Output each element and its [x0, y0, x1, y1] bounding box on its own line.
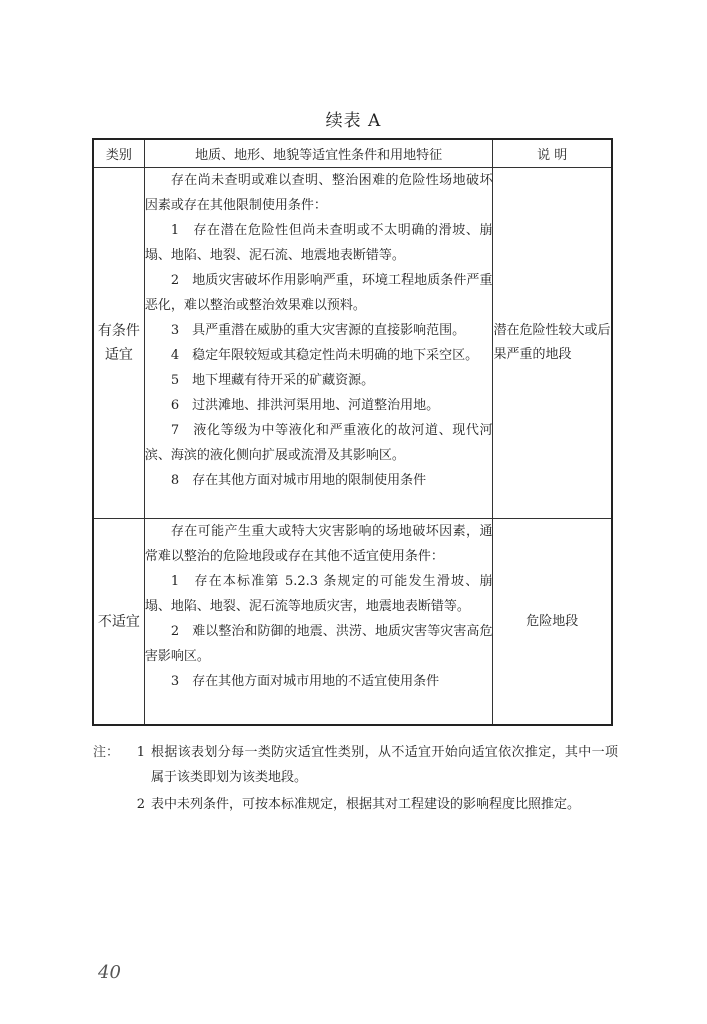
header-category: 类别 — [93, 139, 144, 168]
condition-item: 1 存在潜在危险性但尚未查明或不太明确的滑坡、崩塌、地陷、地裂、泥石流、地震地表断错等。 — [144, 223, 493, 263]
condition-item: 3 存在其他方面对城市用地的不适宜使用条件 — [170, 674, 440, 689]
footnote-item — [93, 740, 618, 790]
condition-item: 4 稳定年限较短或其稳定性尚未明确的地下采空区。 — [170, 348, 479, 363]
suitability-table — [92, 138, 613, 726]
condition-item: 5 地下埋藏有待开采的矿藏资源。 — [170, 373, 375, 388]
condition-item: 6 过洪滩地、排洪河渠用地、河道整治用地。 — [170, 398, 440, 413]
footnote-number: 2 — [136, 797, 145, 812]
condition-item: 1 存在本标准第 5.2.3 条规定的可能发生滑坡、崩塌、地陷、地裂、泥石流等地质灾害，地震地表断错等。 — [144, 574, 493, 614]
condition-item: 2 难以整治和防御的地震、洪涝、地质灾害等灾害高危害影响区。 — [144, 624, 493, 664]
table-title: 续表 A — [325, 111, 382, 131]
category-cell — [93, 168, 144, 519]
table-header-row — [93, 139, 612, 168]
condition-paragraph: 存在可能产生重大或特大灾害影响的场地破坏因素，通常难以整治的危险地段或存在其他不适宜使用条件： — [144, 524, 493, 564]
category-cell — [93, 519, 144, 726]
footnotes — [93, 740, 618, 819]
condition-item: 7 液化等级为中等液化和严重液化的故河道、现代河滨、海滨的液化侧向扩展或流滑及其影响区。 — [144, 423, 493, 463]
condition-item: 2 地质灾害破坏作用影响严重，环境工程地质条件严重恶化，难以整治或整治效果难以预料。 — [144, 273, 493, 313]
footnote-text: 表中未列条件，可按本标准规定，根据其对工程建设的影响程度比照推定。 — [151, 797, 581, 812]
condition-paragraph: 存在尚未查明或难以查明、整治困难的危险性场地破坏因素或存在其他限制使用条件： — [144, 173, 493, 213]
footnote-number: 1 — [136, 745, 146, 760]
note-cell: 潜在危险性较大或后果严重的地段 — [493, 168, 612, 519]
category-label: 有条件 — [97, 323, 140, 339]
table-row — [93, 168, 612, 519]
footnote-marker: 注： — [93, 745, 120, 760]
category-label: 适宜 — [104, 347, 133, 363]
header-notes: 说 明 — [493, 139, 612, 168]
note-cell: 危险地段 — [493, 519, 612, 726]
conditions-cell — [144, 168, 493, 519]
conditions-cell — [144, 519, 493, 726]
category-label: 不适宜 — [97, 613, 140, 630]
condition-item: 8 存在其他方面对城市用地的限制使用条件 — [170, 473, 427, 488]
footnote-text: 根据该表划分每一类防灾适宜性类别，从不适宜开始向适宜依次推定，其中一项属于该类即划为该类地段。 — [151, 745, 618, 785]
header-conditions: 地质、地形、地貌等适宜性条件和用地特征 — [144, 139, 493, 168]
page-number: 40 — [98, 962, 121, 983]
table-row — [93, 519, 612, 726]
footnote-item — [93, 792, 618, 817]
condition-item: 3 具严重潜在威胁的重大灾害源的直接影响范围。 — [170, 323, 466, 338]
